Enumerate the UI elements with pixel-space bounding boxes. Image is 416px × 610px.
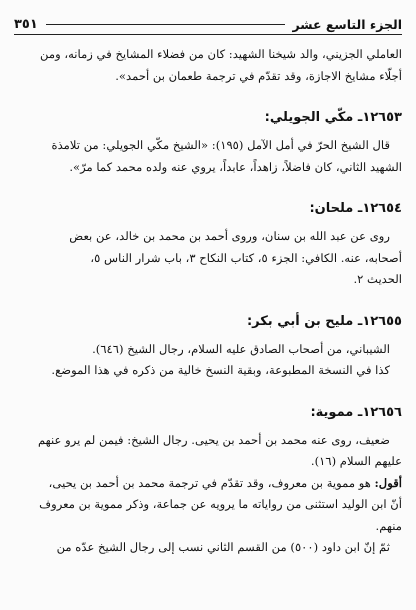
text-line: كذا في النسخة المطبوعة، وبقية النسخ خالية من ذكره في هذا الموضع. — [51, 363, 390, 377]
entry-title: ١٢٦٥٥ـ مليح بن أبي بكر: — [246, 313, 402, 329]
running-title: الجزء التاسع عشر — [292, 16, 402, 32]
header-rule — [46, 24, 285, 25]
aqul-text: هو مموية بن معروف، وقد تقدّم في ترجمة محمد بن أحمد بن يحيى، — [48, 475, 371, 490]
text-line: الشيباني، من أصحاب الصادق عليه السلام، رجال الشيخ (٦٤٦). — [92, 341, 390, 356]
text-line: ثمّ إنّ ابن داود (٥٠٠) من القسم الثاني نسب إلى رجال الشيخ عدّه من — [56, 540, 390, 554]
aqul-label: أقول: — [374, 475, 402, 490]
text-line: العاملي الجزيني، والد شيخنا الشهيد: كان من فضلاء المشايخ في زمانه، ومن — [40, 47, 402, 61]
entry-title: ١٢٦٥٦ـ مموية: — [310, 404, 402, 420]
page-body — [14, 44, 402, 559]
text-line: أصحابه، عنه. الكافي: الجزء ٥، كتاب النكاح ٣، باب شرار الناس ٥، — [90, 250, 402, 265]
text-line: قال الشيخ الحرّ في أمل الآمل (١٩٥): «الشيخ مكّي الجويلي: من تلامذة — [51, 138, 390, 152]
entry-title: ١٢٦٥٤ـ ملحان: — [309, 201, 402, 216]
text-line: الشهيد الثاني، كان فاضلاً، زاهداً، عابداً، يروي عنه ولده محمد كما مرّ». — [69, 159, 402, 174]
text-line: أنّ ابن الوليد استثنى من رواياته ما يرويه عن جماعة، وذكر مموية بن معروف — [39, 497, 402, 511]
text-line: منهم. — [375, 518, 402, 533]
text-line — [14, 473, 402, 495]
text-line: أجلّاء مشايخ الاجازة، وقد تقدّم في ترجمة طعمان بن أحمد». — [115, 68, 402, 83]
entry-title: ١٢٦٥٣ـ مكّي الجويلي: — [264, 110, 402, 125]
page-header — [14, 14, 402, 35]
text-line: الحديث ٢. — [353, 272, 402, 286]
page-number: ٣٥١ — [14, 16, 38, 32]
text-line: ضعيف، روى عنه محمد بن أحمد بن يحيى. رجال الشيخ: فيمن لم يرو عنهم — [37, 432, 390, 447]
text-line: روى عن عبد الله بن سنان، وروى أحمد بن محمد بن خالد، عن بعض — [69, 229, 390, 243]
text-line: عليهم السلام (١٦). — [310, 454, 402, 468]
